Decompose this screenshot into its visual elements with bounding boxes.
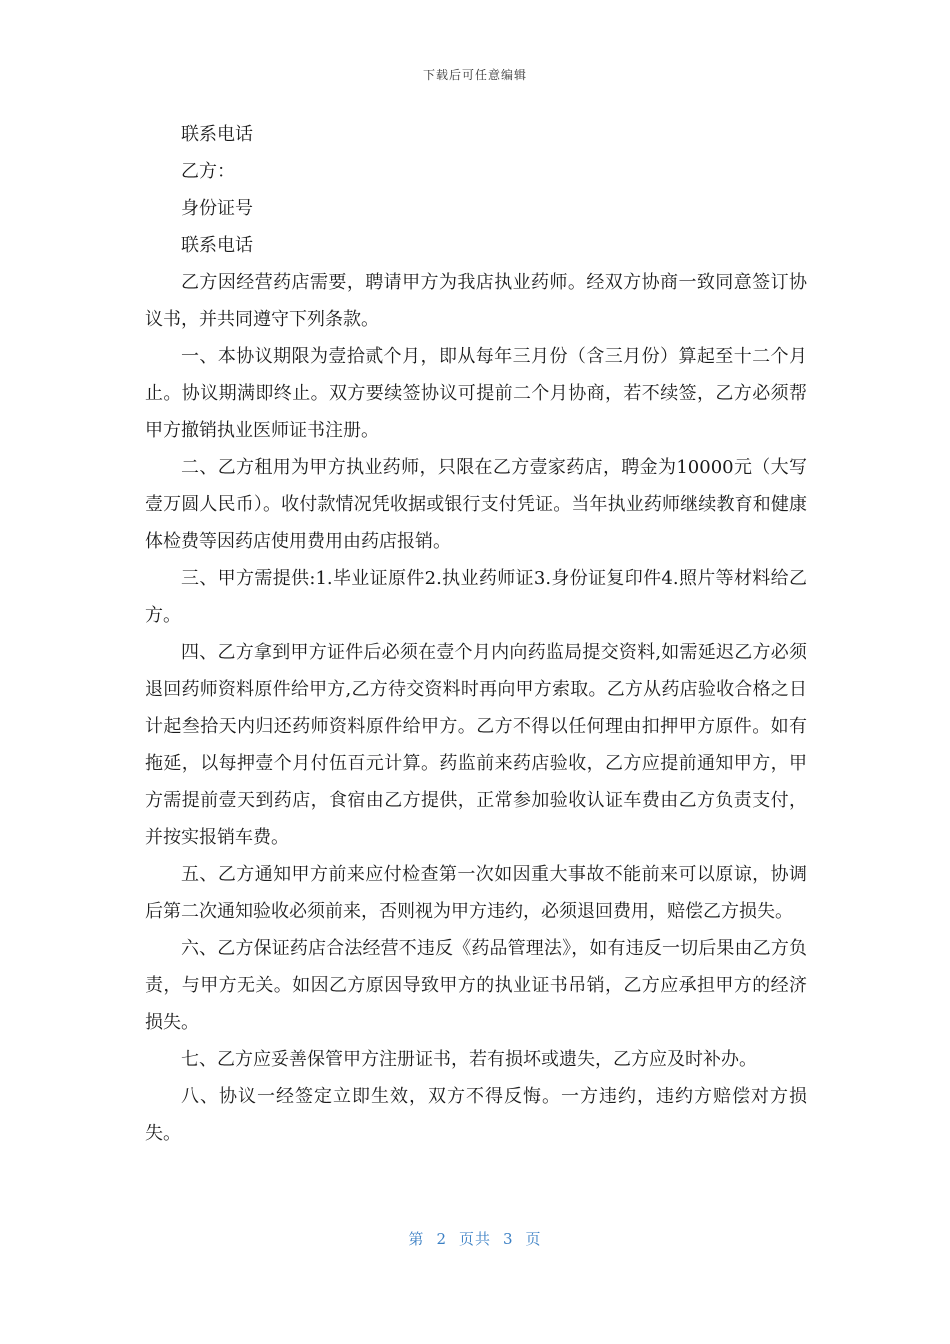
footer-middle: 页共 [458,1230,491,1248]
footer-page-total: 3 [503,1230,514,1248]
header-note: 下载后可任意编辑 [422,68,527,82]
paragraph-id-number: 身份证号 [181,198,253,219]
paragraph-clause-5: 五、乙方通知甲方前来应付检查第一次如因重大事故不能前来可以原谅，协调后第二次通知验收必须前来，否则视为甲方违约，必须退回费用，赔偿乙方损失。 [145,864,807,922]
paragraph-clause-7: 七、乙方应妥善保管甲方注册证书，若有损坏或遗失，乙方应及时补办。 [181,1049,757,1070]
paragraph-clause-1: 一、本协议期限为壹拾贰个月，即从每年三月份（含三月份）算起至十二个月止。协议期满即终止。双方要续签协议可提前二个月协商，若不续签，乙方必须帮甲方撤销执业医师证书注册。 [145,346,807,441]
page-footer [0,1228,950,1249]
document-body [145,116,807,1152]
paragraph-clause-6: 六、乙方保证药店合法经营不违反《药品管理法》，如有违反一切后果由乙方负责，与甲方无关。如因乙方原因导致甲方的执业证书吊销，乙方应承担甲方的经济损失。 [145,938,807,1033]
footer-prefix: 第 [408,1230,425,1248]
footer-suffix: 页 [525,1230,542,1248]
paragraph-clause-2: 二、乙方租用为甲方执业药师，只限在乙方壹家药店，聘金为10000元（大写壹万圆人民币）。收付款情况凭收据或银行支付凭证。当年执业药师继续教育和健康体检费等因药店使用费用由药店报销。 [145,457,807,552]
paragraph-clause-3: 三、甲方需提供:1.毕业证原件2.执业药师证3.身份证复印件4.照片等材料给乙方。 [145,568,807,626]
paragraph-clause-8: 八、协议一经签定立即生效，双方不得反悔。一方违约，违约方赔偿对方损失。 [145,1086,807,1144]
paragraph-clause-4: 四、乙方拿到甲方证件后必须在壹个月内向药监局提交资料,如需延迟乙方必须退回药师资料原件给甲方,乙方待交资料时再向甲方索取。乙方从药店验收合格之日计起叁拾天内归还药师资料原件给甲方。乙方不得以任何理由扣押甲方原件。如有拖延，以每押壹个月付伍百元计算。药监前来药店验收，乙方应提前通知甲方，甲方需提前壹天到药店，食宿由乙方提供，正常参加验收认证车费由乙方负责支付，并按实报销车费。 [145,642,807,848]
paragraph-contact-phone-2: 联系电话 [181,235,253,256]
paragraph-contact-phone-1: 联系电话 [181,124,253,145]
footer-page-current: 2 [436,1230,447,1248]
paragraph-party-b: 乙方： [181,161,235,182]
paragraph-preamble: 乙方因经营药店需要，聘请甲方为我店执业药师。经双方协商一致同意签订协议书，并共同遵守下列条款。 [145,272,807,330]
